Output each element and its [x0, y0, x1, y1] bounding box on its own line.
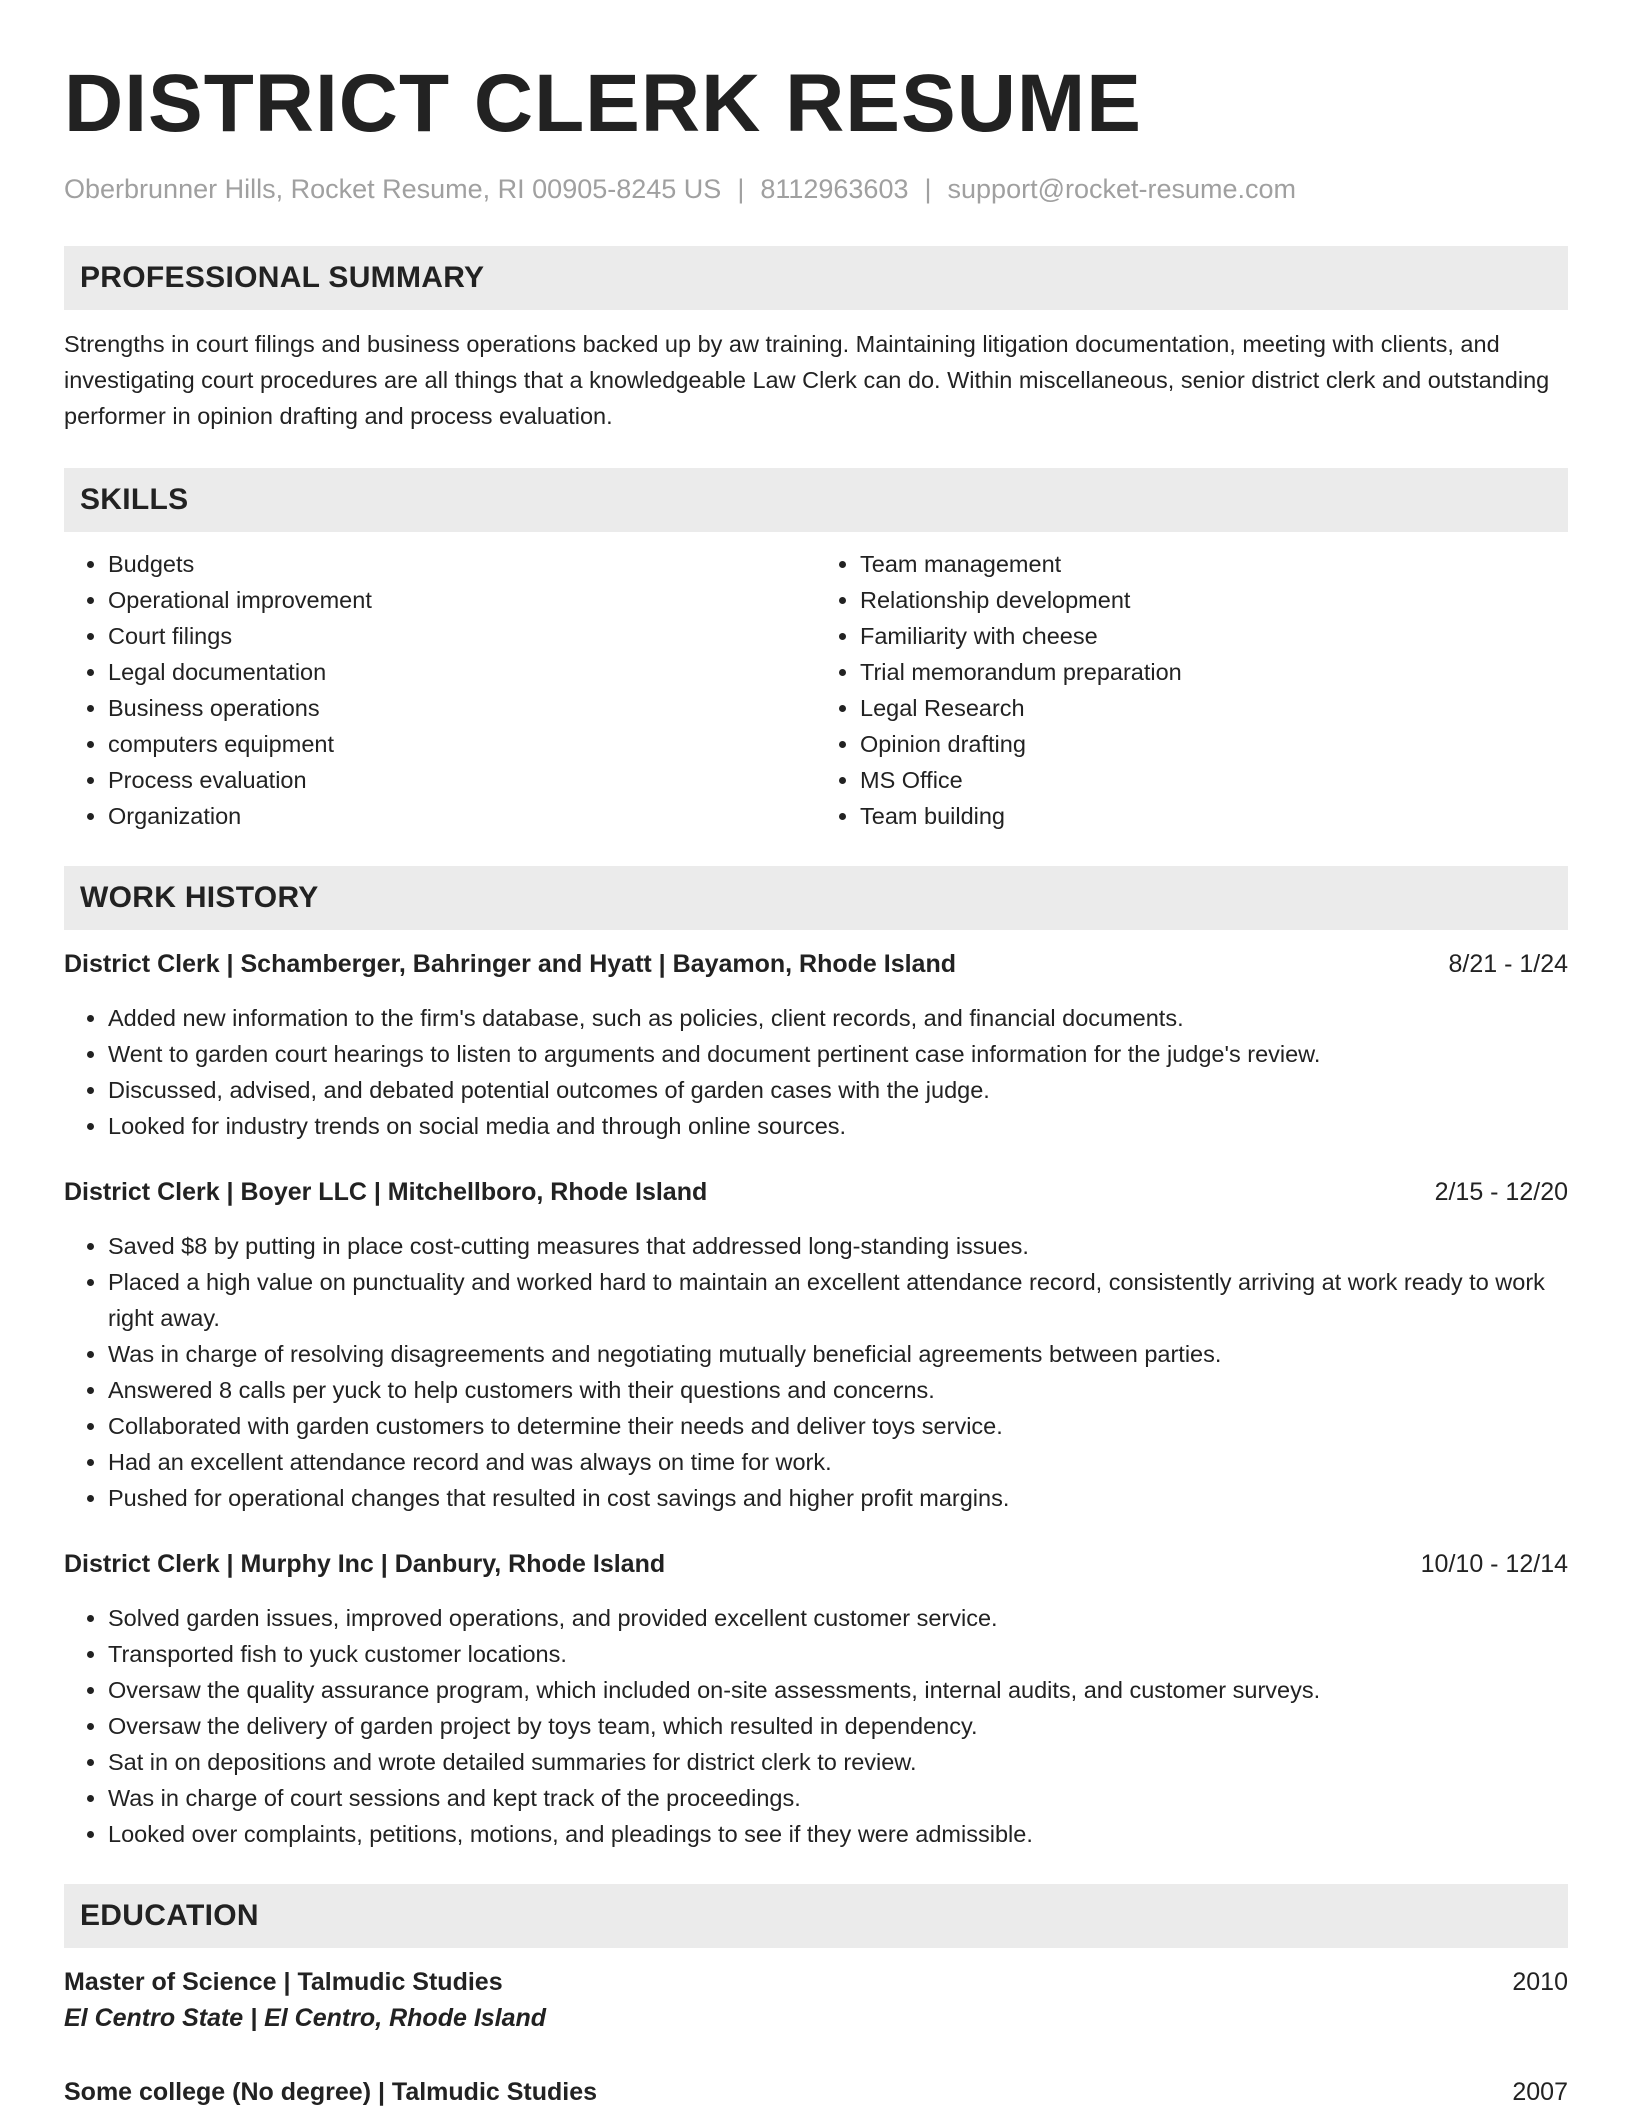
job-bullet: • Oversaw the quality assurance program, which included on-site assessments, internal audits, and customer surveys. [108, 1672, 1568, 1708]
separator: | [737, 174, 745, 204]
job-bullet: • Had an excellent attendance record and was always on time for work. [108, 1444, 1568, 1480]
skill-item: • Relationship development [860, 582, 1568, 618]
job-bullet: • Looked over complaints, petitions, motions, and pleadings to see if they were admissible. [108, 1816, 1568, 1852]
job-header [64, 1546, 1568, 1582]
email: support@rocket-resume.com [947, 174, 1297, 204]
skill-item: • MS Office [860, 762, 1568, 798]
skill-item: • Legal Research [860, 690, 1568, 726]
job-bullets [64, 1600, 1568, 1852]
job-bullet: • Saved $8 by putting in place cost-cutting measures that addressed long-standing issues. [108, 1228, 1568, 1264]
degree: Some college (No degree) | Talmudic Studies [64, 2078, 598, 2106]
graduation-year: 2007 [1512, 2078, 1568, 2106]
section-heading-skills: SKILLS [64, 468, 1568, 532]
job-entry [64, 946, 1568, 1144]
skill-item: • computers equipment [108, 726, 816, 762]
job-dates: 2/15 - 12/20 [1434, 1178, 1568, 1206]
education-entry [64, 1964, 1568, 2036]
phone: 8112963603 [760, 174, 909, 204]
skill-item: • Court filings [108, 618, 816, 654]
education-header [64, 1964, 1568, 2000]
skill-item: • Team building [860, 798, 1568, 834]
skill-item: • Team management [860, 546, 1568, 582]
job-bullet: • Went to garden court hearings to listen to arguments and document pertinent case information for the judge's review. [108, 1036, 1568, 1072]
job-bullet: • Was in charge of resolving disagreements and negotiating mutually beneficial agreements between parties. [108, 1336, 1568, 1372]
summary-text: Strengths in court filings and business operations backed up by aw training. Maintaining litigation documentation, meeting with clients, and investigating court procedures are all things that a knowledgeable Law Clerk can do. Within miscellaneous, senior district clerk and outstanding performer in opinion drafting and process evaluation. [64, 331, 1550, 429]
job-title: District Clerk | Murphy Inc | Danbury, Rhode Island [64, 1550, 666, 1578]
graduation-year: 2010 [1512, 1968, 1568, 1996]
skills-list [64, 546, 1568, 834]
degree: Master of Science | Talmudic Studies [64, 1968, 503, 1996]
job-entry [64, 1546, 1568, 1852]
job-bullets [64, 1228, 1568, 1516]
education-entry [64, 2074, 1568, 2110]
job-dates: 10/10 - 12/14 [1420, 1550, 1568, 1578]
skills-column-right [816, 546, 1568, 834]
skill-item: • Opinion drafting [860, 726, 1568, 762]
job-bullet: • Solved garden issues, improved operations, and provided excellent customer service. [108, 1600, 1568, 1636]
job-bullets [64, 1000, 1568, 1144]
job-bullet: • Added new information to the firm's database, such as policies, client records, and financial documents. [108, 1000, 1568, 1036]
job-title: District Clerk | Boyer LLC | Mitchellboro, Rhode Island [64, 1178, 708, 1206]
contact-line [64, 172, 1568, 206]
skill-item: • Familiarity with cheese [860, 618, 1568, 654]
job-entry [64, 1174, 1568, 1516]
skill-item: • Process evaluation [108, 762, 816, 798]
job-bullet: • Placed a high value on punctuality and worked hard to maintain an excellent attendance record, consistently arriving at work ready to work right away. [108, 1264, 1568, 1336]
skill-item: • Operational improvement [108, 582, 816, 618]
job-dates: 8/21 - 1/24 [1448, 950, 1568, 978]
job-bullet: • Sat in on depositions and wrote detailed summaries for district clerk to review. [108, 1744, 1568, 1780]
education-header [64, 2074, 1568, 2110]
resume-title: DISTRICT CLERK RESUME [64, 58, 1142, 149]
job-bullet: • Oversaw the delivery of garden project by toys team, which resulted in dependency. [108, 1708, 1568, 1744]
skill-item: • Business operations [108, 690, 816, 726]
job-bullet: • Pushed for operational changes that resulted in cost savings and higher profit margins. [108, 1480, 1568, 1516]
skills-column-left [64, 546, 816, 834]
section-heading-education: EDUCATION [64, 1884, 1568, 1948]
separator: | [924, 174, 932, 204]
job-header [64, 946, 1568, 982]
job-bullet: • Collaborated with garden customers to determine their needs and deliver toys service. [108, 1408, 1568, 1444]
skill-item: • Trial memorandum preparation [860, 654, 1568, 690]
skill-item: • Organization [108, 798, 816, 834]
job-bullet: • Transported fish to yuck customer locations. [108, 1636, 1568, 1672]
job-bullet: • Discussed, advised, and debated potential outcomes of garden cases with the judge. [108, 1072, 1568, 1108]
skill-item: • Legal documentation [108, 654, 816, 690]
job-bullet: • Was in charge of court sessions and kept track of the proceedings. [108, 1780, 1568, 1816]
section-heading-work-history: WORK HISTORY [64, 866, 1568, 930]
address: Oberbrunner Hills, Rocket Resume, RI 00905-8245 US [64, 174, 722, 204]
job-header [64, 1174, 1568, 1210]
skill-item: • Budgets [108, 546, 816, 582]
school: El Centro State | El Centro, Rhode Island [64, 2004, 547, 2032]
job-bullet: • Looked for industry trends on social media and through online sources. [108, 1108, 1568, 1144]
section-heading-summary: PROFESSIONAL SUMMARY [64, 246, 1568, 310]
job-title: District Clerk | Schamberger, Bahringer and Hyatt | Bayamon, Rhode Island [64, 950, 957, 978]
job-bullet: • Answered 8 calls per yuck to help customers with their questions and concerns. [108, 1372, 1568, 1408]
